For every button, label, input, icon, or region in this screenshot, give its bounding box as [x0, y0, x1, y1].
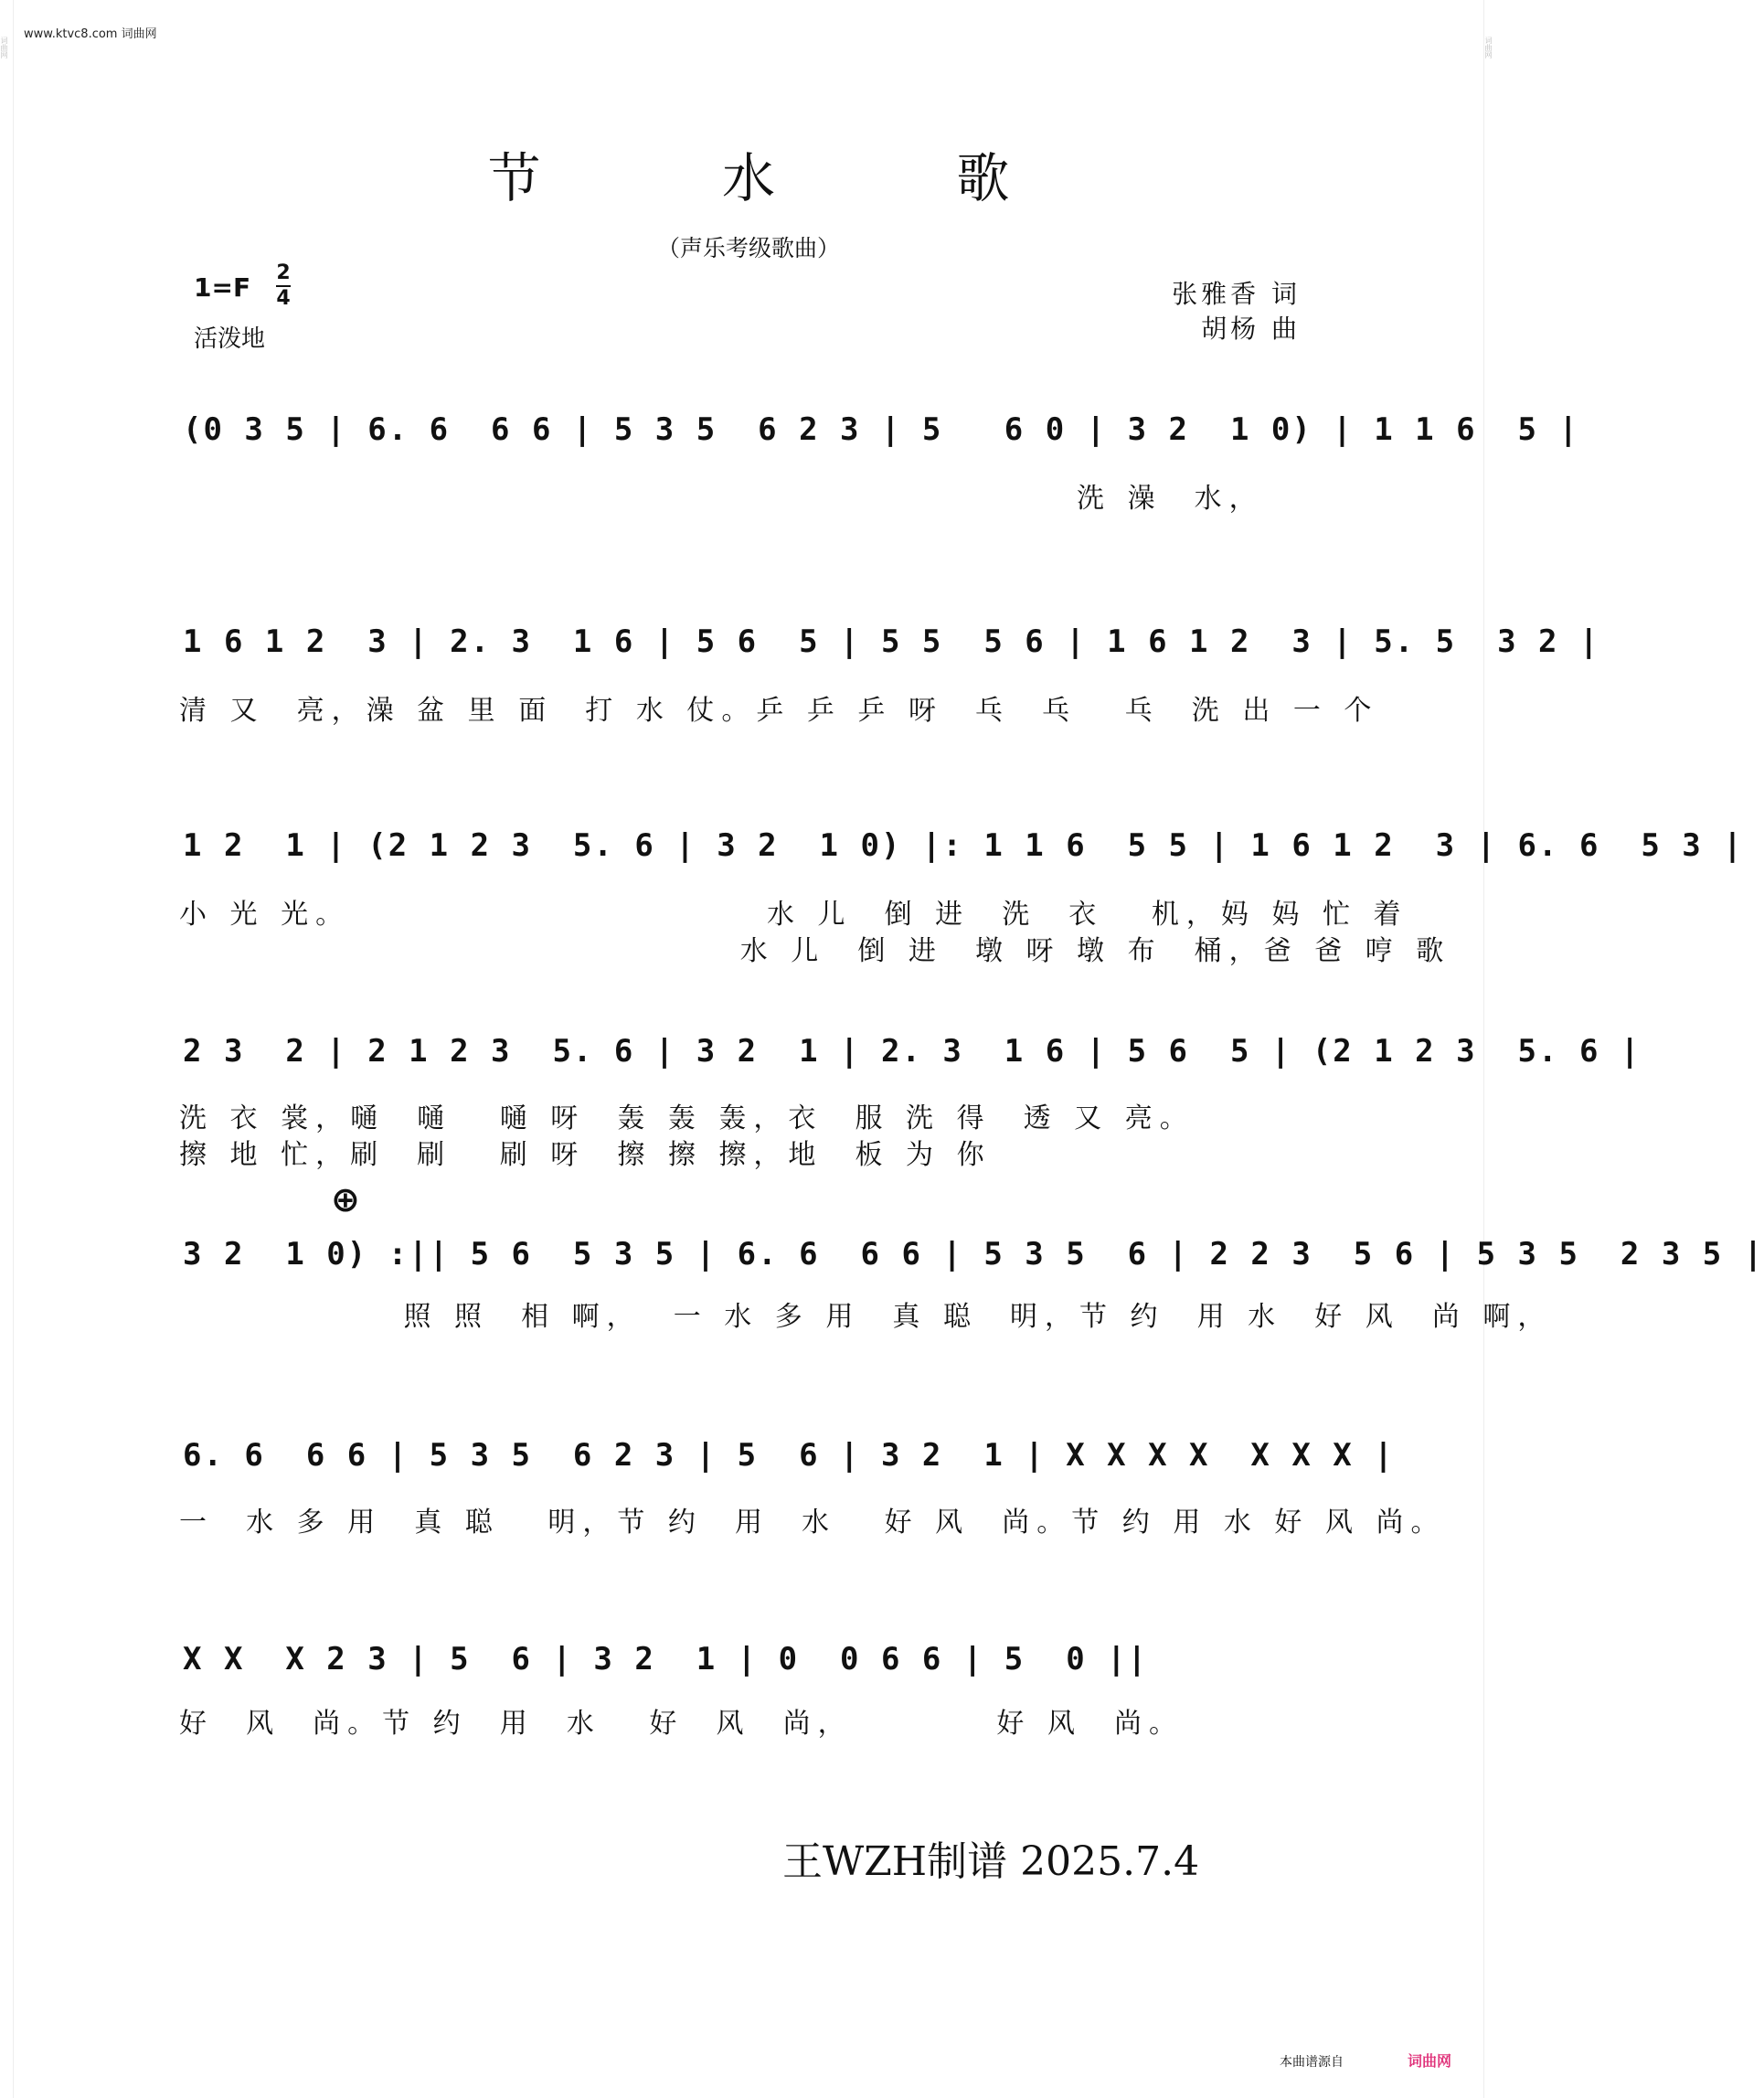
coda-icon: ⊕ [331, 1179, 360, 1219]
key-signature: 1=F [194, 272, 251, 303]
score-line-1-notes: (0 3 5 | 6. 6 6 6 | 5 3 5 6 2 3 | 5 6 0 | 3 2 1 0) | 1 1 6 5 | [183, 411, 1579, 448]
song-subtitle: （声乐考级歌曲） [656, 235, 840, 261]
score-line-5-lyrics: 照 照 相 啊， 一 水 多 用 真 聪 明，节 约 用 水 好 风 尚 啊， [179, 1301, 1553, 1333]
footer-source-label: 本曲谱源自 [1280, 2055, 1344, 2070]
watermark-text: 词曲网 [0, 37, 8, 59]
time-signature-top: 2 [276, 261, 291, 284]
score-line-2-notes: 1 6 1 2 3 | 2. 3 1 6 | 5 6 5 | 5 5 5 6 | 1 6 1 2 3 | 5. 5 3 2 | [183, 623, 1600, 660]
lyricist-credit: 张雅香 词 [1172, 279, 1301, 309]
score-line-7-lyrics: 好 风 尚。节 约 用 水 好 风 尚， 好 风 尚。 [179, 1708, 1185, 1740]
score-line-3-notes: 1 2 1 | (2 1 2 3 5. 6 | 3 2 1 0) |: 1 1 6 5 5 | 1 6 1 2 3 | 6. 6 5 3 | [183, 827, 1744, 864]
time-signature-bottom: 4 [276, 287, 291, 310]
site-url[interactable]: www.ktvc8.com 词曲网 [24, 27, 157, 41]
score-line-6-lyrics: 一 水 多 用 真 聪 明，节 约 用 水 好 风 尚。节 约 用 水 好 风 尚。 [179, 1507, 1446, 1539]
score-line-1-lyrics: 洗 澡 水， [179, 483, 1264, 515]
score-line-4-lyrics: 洗 衣 裳，嗵 嗵 嗵 呀 轰 轰 轰，衣 服 洗 得 透 又 亮。 [179, 1102, 1195, 1134]
tempo-marking: 活泼地 [194, 325, 266, 353]
footer-logo[interactable]: 词曲网 [1408, 2052, 1452, 2070]
song-title: 节 水 歌 [487, 147, 1092, 209]
time-signature [276, 263, 291, 309]
score-line-6-notes: 6. 6 6 6 | 5 3 5 6 2 3 | 5 6 | 3 2 1 | X X X X X X X | [183, 1437, 1395, 1474]
score-line-4-lyrics-verse2: 擦 地 忙，刷 刷 刷 呀 擦 擦 擦，地 板 为 你 [179, 1139, 992, 1171]
watermark-strip-left [0, 0, 14, 2098]
watermark-text: 词曲网 [1484, 37, 1493, 59]
score-line-3-lyrics: 小 光 光。 水 儿 倒 进 洗 衣 机，妈 妈 忙 着 [179, 899, 1408, 931]
score-line-7-notes: X X X 2 3 | 5 6 | 3 2 1 | 0 0 6 6 | 5 0 || [183, 1641, 1149, 1677]
composer-credit: 胡杨 曲 [1201, 314, 1301, 344]
transcriber-credit: 王WZH制谱 2025.7.4 [782, 1838, 1200, 1885]
score-line-3-lyrics-verse2: 水 儿 倒 进 墩 呀 墩 布 桶，爸 爸 哼 歌 [179, 935, 1451, 967]
score-line-2-lyrics: 清 又 亮，澡 盆 里 面 打 水 仗。乒 乒 乒 呀 乓 乓 乓 洗 出 一 个 [179, 695, 1379, 727]
score-line-5-notes: 3 2 1 0) :|| 5 6 5 3 5 | 6. 6 6 6 | 5 3 5 6 | 2 2 3 5 6 | 5 3 5 2 3 5 | [183, 1236, 1764, 1273]
score-line-4-notes: 2 3 2 | 2 1 2 3 5. 6 | 3 2 1 | 2. 3 1 6 | 5 6 5 | (2 1 2 3 5. 6 | [183, 1033, 1642, 1070]
